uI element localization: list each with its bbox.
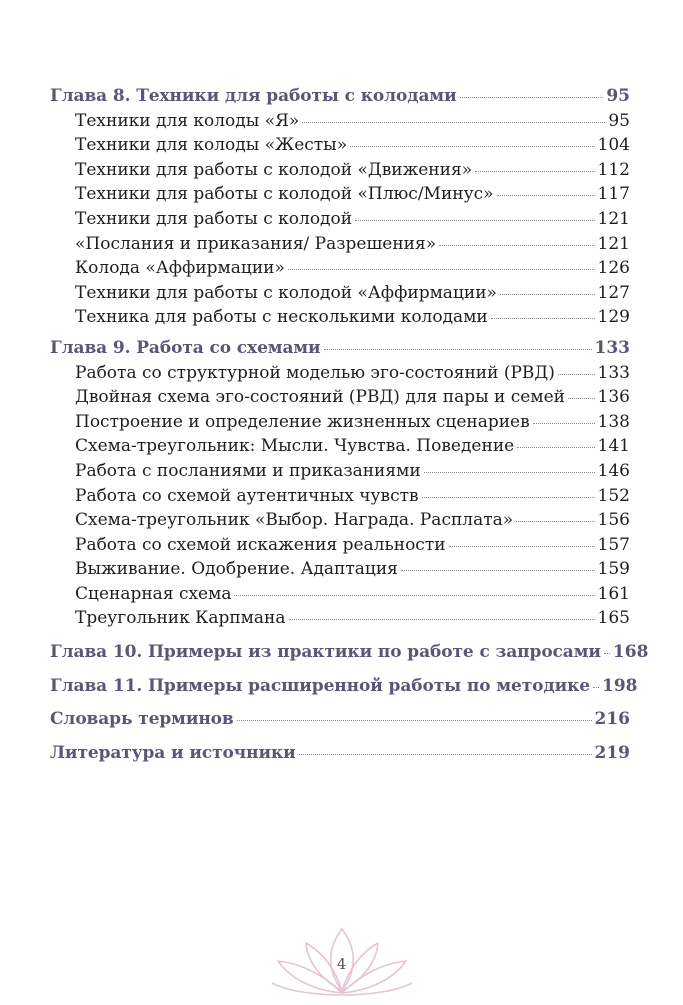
toc-entry[interactable] bbox=[50, 484, 630, 509]
leader-dots bbox=[517, 447, 594, 448]
leader-dots bbox=[500, 294, 595, 295]
toc-entry[interactable] bbox=[50, 606, 630, 631]
toc-label: Работа с посланиями и приказаниями bbox=[75, 460, 421, 481]
leader-dots bbox=[439, 245, 594, 246]
toc-page-number: 121 bbox=[597, 233, 630, 254]
toc-page-number: 138 bbox=[597, 411, 630, 432]
toc-page-number: 104 bbox=[597, 135, 630, 156]
toc-label: Работа со структурной моделью эго-состояний (РВД) bbox=[75, 362, 555, 383]
toc-page-number: 117 bbox=[597, 184, 630, 205]
toc-page-number: 133 bbox=[594, 337, 630, 358]
toc-label: Техники для работы с колодой «Аффирмации» bbox=[75, 282, 497, 303]
leader-dots bbox=[475, 171, 594, 172]
toc-label: Техники для колоды «Я» bbox=[75, 110, 300, 131]
toc-page-number: 146 bbox=[597, 460, 630, 481]
toc-page-number: 156 bbox=[597, 510, 630, 531]
toc-entry[interactable] bbox=[50, 256, 630, 281]
table-of-contents bbox=[50, 84, 649, 765]
leader-dots bbox=[302, 122, 605, 123]
toc-page-number: 159 bbox=[597, 559, 630, 580]
toc-chapter-8[interactable] bbox=[50, 84, 630, 109]
toc-label: Глава 10. Примеры из практики по работе с запросами bbox=[50, 642, 601, 663]
toc-literature[interactable] bbox=[50, 741, 630, 766]
toc-page-number: 141 bbox=[597, 436, 630, 457]
toc-label: Треугольник Карпмана bbox=[75, 608, 286, 629]
leader-dots bbox=[604, 653, 610, 654]
toc-label: Глава 11. Примеры расширенной работы по методике bbox=[50, 675, 591, 696]
leader-dots bbox=[568, 398, 595, 399]
toc-page-number: 219 bbox=[594, 742, 630, 763]
toc-page-number: 198 bbox=[602, 675, 638, 696]
toc-entry[interactable] bbox=[50, 232, 630, 257]
toc-label: Техники для колоды «Жесты» bbox=[75, 135, 348, 156]
toc-entry[interactable] bbox=[50, 133, 630, 158]
toc-label: Техники для работы с колодой «Движения» bbox=[75, 159, 473, 180]
toc-label: Схема-треугольник «Выбор. Награда. Расплата» bbox=[75, 510, 514, 531]
toc-page-number: 133 bbox=[597, 362, 630, 383]
toc-label: Глава 9. Работа со схемами bbox=[50, 337, 321, 358]
toc-label: Литература и источники bbox=[50, 742, 296, 763]
leader-dots bbox=[350, 146, 594, 147]
toc-chapter-11[interactable] bbox=[50, 674, 638, 699]
toc-entry[interactable] bbox=[50, 582, 630, 607]
toc-page-number: 161 bbox=[597, 583, 630, 604]
leader-dots bbox=[289, 619, 595, 620]
toc-entry[interactable] bbox=[50, 533, 630, 558]
toc-label: «Послания и приказания/ Разрешения» bbox=[75, 233, 437, 254]
toc-page-number: 165 bbox=[597, 608, 630, 629]
toc-entry[interactable] bbox=[50, 182, 630, 207]
toc-page-number: 95 bbox=[606, 86, 630, 106]
toc-label: Техника для работы с несколькими колодами bbox=[75, 307, 488, 328]
toc-label: Работа со схемой искажения реальности bbox=[75, 534, 446, 555]
toc-page-number: 157 bbox=[597, 534, 630, 555]
toc-chapter-10[interactable] bbox=[50, 640, 649, 665]
toc-label: Глава 8. Техники для работы с колодами bbox=[50, 86, 457, 106]
leader-dots bbox=[234, 595, 594, 596]
leader-dots bbox=[237, 720, 592, 721]
toc-page-number: 216 bbox=[594, 709, 630, 730]
toc-entry[interactable] bbox=[50, 557, 630, 582]
leader-dots bbox=[288, 269, 595, 270]
toc-page-number: 127 bbox=[597, 282, 630, 303]
leader-dots bbox=[460, 97, 604, 98]
toc-entry[interactable] bbox=[50, 109, 630, 134]
leader-dots bbox=[516, 521, 594, 522]
leader-dots bbox=[401, 570, 595, 571]
toc-page-number: 136 bbox=[597, 387, 630, 408]
toc-entry[interactable] bbox=[50, 158, 630, 183]
toc-page-number: 152 bbox=[597, 485, 630, 506]
leader-dots bbox=[299, 754, 592, 755]
toc-label: Работа со схемой аутентичных чувств bbox=[75, 485, 419, 506]
toc-page-number: 121 bbox=[597, 208, 630, 229]
toc-page-number: 95 bbox=[608, 110, 630, 131]
toc-label: Выживание. Одобрение. Адаптация bbox=[75, 559, 398, 580]
toc-entry[interactable] bbox=[50, 434, 630, 459]
toc-entry[interactable] bbox=[50, 281, 630, 306]
toc-entry[interactable] bbox=[50, 207, 630, 232]
leader-dots bbox=[424, 472, 595, 473]
leader-dots bbox=[593, 687, 599, 688]
leader-dots bbox=[422, 497, 595, 498]
leader-dots bbox=[558, 374, 595, 375]
page-number: 4 bbox=[336, 955, 347, 973]
toc-page-number: 112 bbox=[597, 159, 630, 180]
toc-glossary[interactable] bbox=[50, 707, 630, 732]
toc-label: Колода «Аффирмации» bbox=[75, 258, 285, 279]
leader-dots bbox=[449, 546, 595, 547]
toc-label: Техники для работы с колодой bbox=[75, 208, 353, 229]
toc-label: Двойная схема эго-состояний (РВД) для пары и семей bbox=[75, 387, 565, 408]
toc-entry[interactable] bbox=[50, 410, 630, 435]
toc-label: Техники для работы с колодой «Плюс/Минус» bbox=[75, 184, 494, 205]
page-footer bbox=[0, 925, 683, 1000]
toc-entry[interactable] bbox=[50, 361, 630, 386]
leader-dots bbox=[355, 220, 594, 221]
toc-entry[interactable] bbox=[50, 459, 630, 484]
leader-dots bbox=[491, 318, 595, 319]
toc-label: Сценарная схема bbox=[75, 583, 232, 604]
toc-page-number: 168 bbox=[612, 642, 649, 663]
toc-label: Построение и определение жизненных сценариев bbox=[75, 411, 530, 432]
leader-dots bbox=[533, 423, 595, 424]
toc-page-number: 129 bbox=[597, 307, 630, 328]
toc-entry[interactable] bbox=[50, 508, 630, 533]
leader-dots bbox=[324, 349, 592, 350]
toc-entry[interactable] bbox=[50, 305, 630, 330]
toc-chapter-9[interactable] bbox=[50, 336, 630, 361]
leader-dots bbox=[497, 195, 595, 196]
toc-entry[interactable] bbox=[50, 385, 630, 410]
toc-page-number: 126 bbox=[597, 258, 630, 279]
toc-label: Схема-треугольник: Мысли. Чувства. Поведение bbox=[75, 436, 515, 457]
toc-label: Словарь терминов bbox=[50, 709, 234, 730]
